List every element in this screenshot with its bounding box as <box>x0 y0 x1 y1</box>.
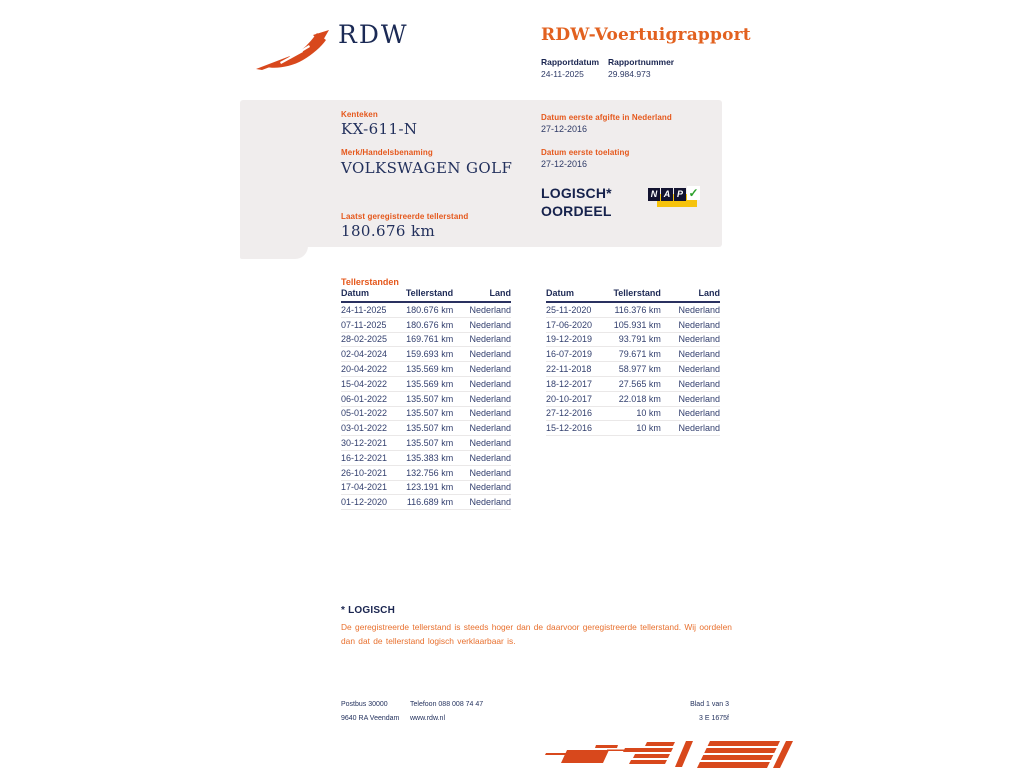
kenteken-value: KX-611-N <box>341 120 418 138</box>
table-cell: 132.756 km <box>406 467 454 478</box>
eerste-toelating-label: Datum eerste toelating <box>541 148 630 157</box>
table-cell: 19-12-2019 <box>546 334 593 345</box>
table-cell: 10 km <box>636 423 661 434</box>
table-cell: 22.018 km <box>618 393 661 404</box>
table-cell: 24-11-2025 <box>341 304 387 315</box>
table-cell: 10 km <box>636 408 661 419</box>
column-header-datum: Datum <box>341 288 370 298</box>
nap-letter-a: A <box>661 188 673 201</box>
report-title: RDW-Voertuigrapport <box>541 25 751 45</box>
table-cell: 03-01-2022 <box>341 423 388 434</box>
table-cell: 20-10-2017 <box>546 393 593 404</box>
table-cell: Nederland <box>678 378 720 389</box>
table-cell: 22-11-2018 <box>546 364 592 375</box>
report-number-label: Rapportnummer <box>608 57 675 67</box>
rdw-flag-graphic <box>545 740 795 768</box>
table-cell: Nederland <box>469 378 511 389</box>
table-cell: Nederland <box>678 364 720 375</box>
merk-value: VOLKSWAGEN GOLF <box>341 159 513 177</box>
table-cell: 15-04-2022 <box>341 378 388 389</box>
table-cell: 180.676 km <box>406 319 454 330</box>
table-cell: 30-12-2021 <box>341 438 388 449</box>
table-cell: Nederland <box>469 452 511 463</box>
table-row <box>546 362 720 377</box>
table-cell: 06-01-2022 <box>341 393 388 404</box>
column-header-land: Land <box>489 288 511 298</box>
table-cell: 17-04-2021 <box>341 482 388 493</box>
table-row <box>341 407 511 422</box>
table-body <box>341 303 511 510</box>
table-cell: 25-11-2020 <box>546 304 592 315</box>
table-cell: Nederland <box>678 349 720 360</box>
table-cell: 159.693 km <box>406 349 454 360</box>
table-cell: 27-12-2016 <box>546 408 593 419</box>
table-cell: Nederland <box>469 482 511 493</box>
column-header-tellerstand: Tellerstand <box>405 288 454 298</box>
eerste-afgifte-label: Datum eerste afgifte in Nederland <box>541 113 672 122</box>
rdw-logo-bird-icon <box>256 27 334 71</box>
table-cell: Nederland <box>678 393 720 404</box>
table-cell: 07-11-2025 <box>341 319 387 330</box>
table-cell: 79.671 km <box>618 349 661 360</box>
logisch-note-heading: * LOGISCH <box>341 605 396 616</box>
table-cell: Nederland <box>678 304 720 315</box>
table-cell: 16-07-2019 <box>546 349 593 360</box>
table-cell: 93.791 km <box>618 334 661 345</box>
table-row <box>341 451 511 466</box>
table-cell: Nederland <box>469 497 511 508</box>
table-cell: 02-04-2024 <box>341 349 388 360</box>
table-cell: 20-04-2022 <box>341 364 388 375</box>
table-cell: 135.507 km <box>406 393 454 404</box>
table-cell: 27.565 km <box>618 378 661 389</box>
table-cell: Nederland <box>469 408 511 419</box>
table-row <box>546 347 720 362</box>
footer-website: www.rdw.nl <box>410 715 446 722</box>
table-cell: 169.761 km <box>406 334 454 345</box>
nap-letter-n: N <box>648 188 660 201</box>
table-row <box>341 392 511 407</box>
table-cell: 180.676 km <box>406 304 454 315</box>
column-header-land: Land <box>698 288 720 298</box>
table-row <box>546 392 720 407</box>
table-cell: 135.569 km <box>406 364 454 375</box>
table-row <box>546 303 720 318</box>
nap-logo <box>648 185 700 211</box>
table-row <box>546 407 720 422</box>
footer-page-number: Blad 1 van 3 <box>690 701 729 708</box>
table-cell: 135.569 km <box>406 378 454 389</box>
table-cell: Nederland <box>469 423 511 434</box>
table-cell: 05-01-2022 <box>341 408 388 419</box>
column-header-datum: Datum <box>546 288 575 298</box>
tellerstanden-title: Tellerstanden <box>341 277 399 287</box>
nap-checkmark-icon: ✓ <box>688 186 699 200</box>
table-row <box>341 481 511 496</box>
column-header-tellerstand: Tellerstand <box>613 288 661 298</box>
table-cell: 135.383 km <box>406 452 454 463</box>
tellerstanden-table-right <box>546 290 720 436</box>
table-header-row <box>341 290 511 303</box>
footer-city: 9640 RA Veendam <box>341 715 400 722</box>
table-row <box>341 347 511 362</box>
oordeel-line1: LOGISCH* <box>541 185 612 201</box>
vehicle-summary-box-tab <box>240 246 308 259</box>
table-row <box>546 318 720 333</box>
table-cell: 18-12-2017 <box>546 378 593 389</box>
table-cell: 58.977 km <box>618 364 661 375</box>
merk-label: Merk/Handelsbenaming <box>341 148 433 157</box>
table-row <box>341 362 511 377</box>
table-row <box>341 466 511 481</box>
table-cell: 135.507 km <box>406 408 454 419</box>
table-cell: Nederland <box>469 319 511 330</box>
table-cell: 135.507 km <box>406 423 454 434</box>
table-cell: Nederland <box>678 408 720 419</box>
table-cell: 16-12-2021 <box>341 452 388 463</box>
table-cell: 116.689 km <box>406 497 454 508</box>
table-cell: 123.191 km <box>406 482 454 493</box>
table-row <box>341 333 511 348</box>
tellerstand-label: Laatst geregistreerde tellerstand <box>341 212 469 221</box>
table-cell: Nederland <box>469 364 511 375</box>
eerste-toelating-value: 27-12-2016 <box>541 159 588 169</box>
table-header-row <box>546 290 720 303</box>
table-row <box>341 436 511 451</box>
report-date-value: 24-11-2025 <box>541 69 584 79</box>
footer-form-code: 3 E 1675f <box>699 715 729 722</box>
table-row <box>341 318 511 333</box>
report-number-value: 29.984.973 <box>608 69 651 79</box>
table-row <box>546 333 720 348</box>
oordeel-verdict <box>541 184 612 220</box>
table-row <box>341 421 511 436</box>
table-row <box>341 303 511 318</box>
table-cell: 26-10-2021 <box>341 467 388 478</box>
tellerstand-value: 180.676 km <box>341 222 436 240</box>
table-cell: 135.507 km <box>406 438 454 449</box>
table-cell: Nederland <box>469 393 511 404</box>
rdw-logo-text: RDW <box>338 20 409 49</box>
oordeel-line2: OORDEEL <box>541 203 612 219</box>
table-cell: Nederland <box>678 334 720 345</box>
table-cell: 116.376 km <box>614 304 661 315</box>
table-cell: Nederland <box>469 467 511 478</box>
footer-postbus: Postbus 30000 <box>341 701 388 708</box>
logisch-note-body: De geregistreerde tellerstand is steeds hoger dan de daarvoor geregistreerde tellerstand. Wij oordelen dan dat de tellerstand logisch verklaarbaar is. <box>341 622 732 646</box>
table-cell: 01-12-2020 <box>341 497 388 508</box>
table-row <box>546 377 720 392</box>
table-cell: 28-02-2025 <box>341 334 388 345</box>
kenteken-label: Kenteken <box>341 110 378 119</box>
table-cell: Nederland <box>678 423 720 434</box>
table-cell: Nederland <box>469 438 511 449</box>
report-date-label: Rapportdatum <box>541 57 600 67</box>
table-cell: Nederland <box>469 304 511 315</box>
table-row <box>341 377 511 392</box>
table-cell: Nederland <box>469 334 511 345</box>
table-row <box>546 421 720 436</box>
table-body <box>546 303 720 436</box>
table-row <box>341 495 511 510</box>
table-cell: 15-12-2016 <box>546 423 593 434</box>
footer-phone: Telefoon 088 008 74 47 <box>410 701 484 708</box>
table-cell: 17-06-2020 <box>546 319 593 330</box>
tellerstanden-table-left <box>341 290 511 510</box>
table-cell: Nederland <box>678 319 720 330</box>
eerste-afgifte-value: 27-12-2016 <box>541 124 588 134</box>
table-cell: Nederland <box>469 349 511 360</box>
table-cell: 105.931 km <box>613 319 661 330</box>
nap-letter-p: P <box>674 188 686 201</box>
